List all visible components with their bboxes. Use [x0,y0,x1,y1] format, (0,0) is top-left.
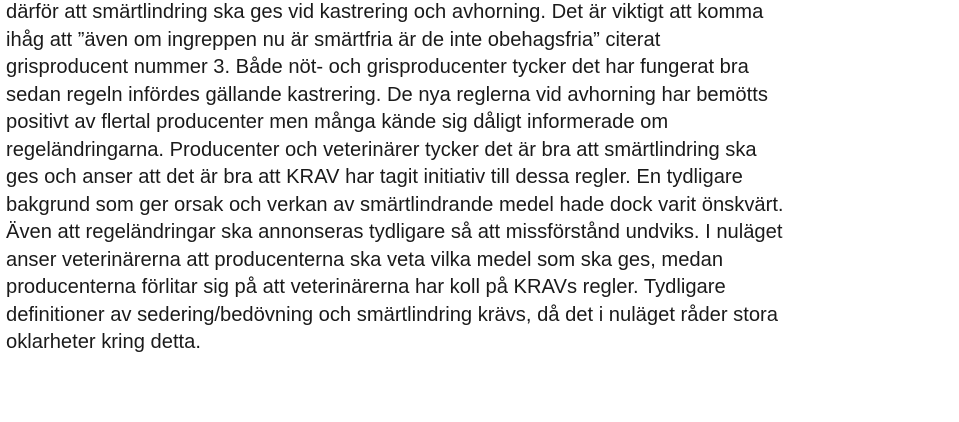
body-paragraph [6,0,956,357]
text-line: ihåg att ”även om ingreppen nu är smärtfria är de inte obehagsfria” citerat [6,28,661,51]
text-line: regeländringarna. Producenter och veterinärer tycker det är bra att smärtlindring ska [6,138,757,161]
text-line: bakgrund som ger orsak och verkan av smärtlindrande medel hade dock varit önskvärt. [6,193,784,216]
text-line: ges och anser att det är bra att KRAV har tagit initiativ till dessa regler. En tydligare [6,166,743,188]
text-line: därför att smärtlindring ska ges vid kastrering och avhorning. Det är viktigt att komma [6,1,764,23]
text-line: oklarheter kring detta. [6,331,201,353]
text-line: definitioner av sedering/bedövning och smärtlindring krävs, då det i nuläget råder stora [6,303,778,326]
text-line: positivt av flertal producenter men många kände sig dåligt informerade om [6,111,669,133]
text-line: anser veterinärerna att producenterna ska veta vilka medel som ska ges, medan [6,248,724,271]
text-line: grisproducent nummer 3. Både nöt- och grisproducenter tycker det har fungerat bra [6,56,749,78]
text-line: Även att regeländringar ska annonseras tydligare så att missförstånd undviks. I nuläget [6,221,783,243]
text-line: producenterna förlitar sig på att veterinärerna har koll på KRAVs regler. Tydligare [6,276,726,298]
text-line: sedan regeln infördes gällande kastrering. De nya reglerna vid avhorning har bemötts [6,83,768,106]
